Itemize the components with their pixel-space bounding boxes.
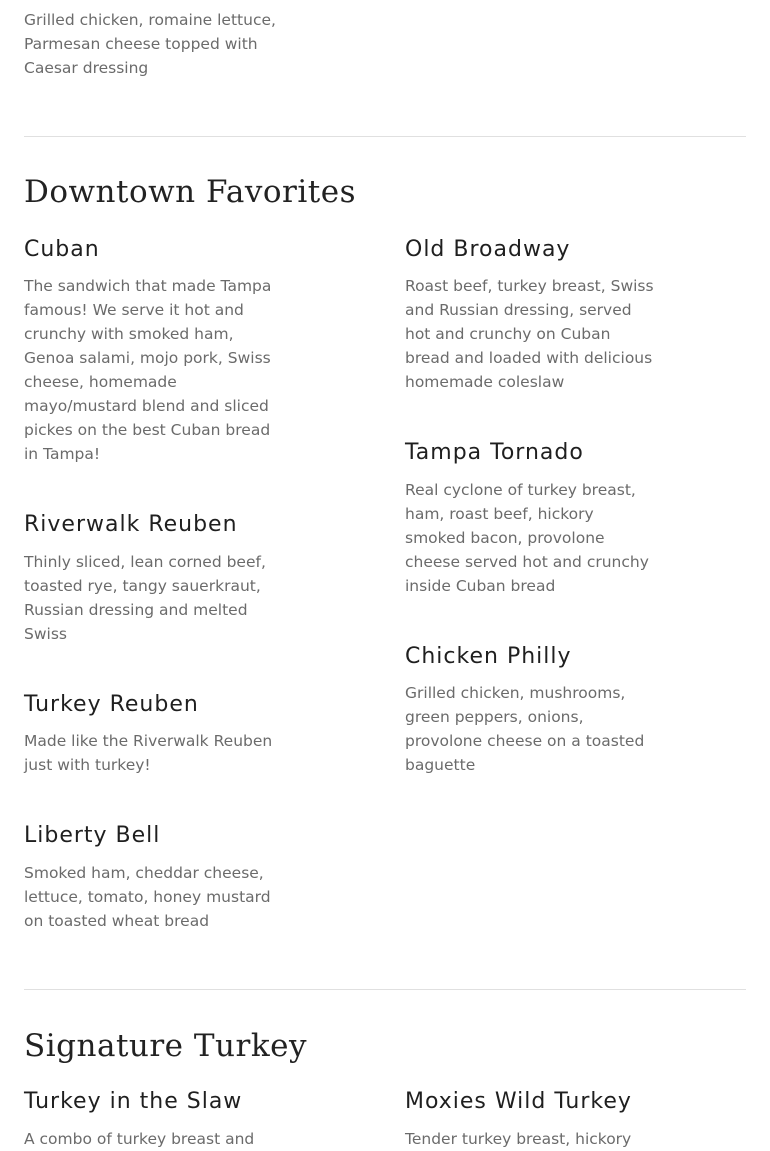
menu-item-title-old-broadway: Old Broadway <box>405 237 571 262</box>
menu-item-description-cuban: The sandwich that made Tampa famous! We serve it hot and crunchy with smoked ham, Genoa salami, mojo pork, Swiss cheese, homemade mayo/mustard blend and sliced pickes on the best Cuban bread in Tampa! <box>24 277 272 463</box>
menu-item-title-turkey-reuben: Turkey Reuben <box>24 692 199 717</box>
menu-item-description-riverwalk-reuben: Thinly sliced, lean corned beef, toasted rye, tangy sauerkraut, Russian dressing and melted Swiss <box>24 553 266 643</box>
menu-item-description-old-broadway: Roast beef, turkey breast, Swiss and Russian dressing, served hot and crunchy on Cuban bread and loaded with delicious homemade coleslaw <box>405 277 654 391</box>
menu-item-title-moxies-wild-turkey: Moxies Wild Turkey <box>405 1089 632 1114</box>
menu-item-description-liberty-bell: Smoked ham, cheddar cheese, lettuce, tomato, honey mustard on toasted wheat bread <box>24 864 271 930</box>
menu-item-description-turkey-reuben: Made like the Riverwalk Reuben just with turkey! <box>24 732 273 774</box>
menu-item-title-tampa-tornado: Tampa Tornado <box>405 440 584 465</box>
menu-item-title-chicken-philly: Chicken Philly <box>405 644 572 669</box>
menu-item-description-chicken-philly: Grilled chicken, mushrooms, green peppers, onions, provolone cheese on a toasted baguette <box>405 684 645 774</box>
section-title-downtown-favorites: Downtown Favorites <box>24 174 357 210</box>
menu-item-title-turkey-in-the-slaw: Turkey in the Slaw <box>24 1089 243 1114</box>
section-title-signature-turkey: Signature Turkey <box>24 1028 307 1064</box>
menu-item-title-cuban: Cuban <box>24 237 100 262</box>
menu-item-title-riverwalk-reuben: Riverwalk Reuben <box>24 512 238 537</box>
section-divider <box>24 136 746 137</box>
menu-item-description-moxies-wild-turkey: Tender turkey breast, hickory <box>405 1130 632 1148</box>
menu-item-title-liberty-bell: Liberty Bell <box>24 823 161 848</box>
menu-item-description: Grilled chicken, romaine lettuce, Parmesan cheese topped with Caesar dressing <box>24 11 276 77</box>
menu-item-description-turkey-in-the-slaw: A combo of turkey breast and <box>24 1130 255 1148</box>
section-divider <box>24 989 746 990</box>
menu-item-description-tampa-tornado: Real cyclone of turkey breast, ham, roast beef, hickory smoked bacon, provolone cheese served hot and crunchy inside Cuban bread <box>405 481 649 595</box>
